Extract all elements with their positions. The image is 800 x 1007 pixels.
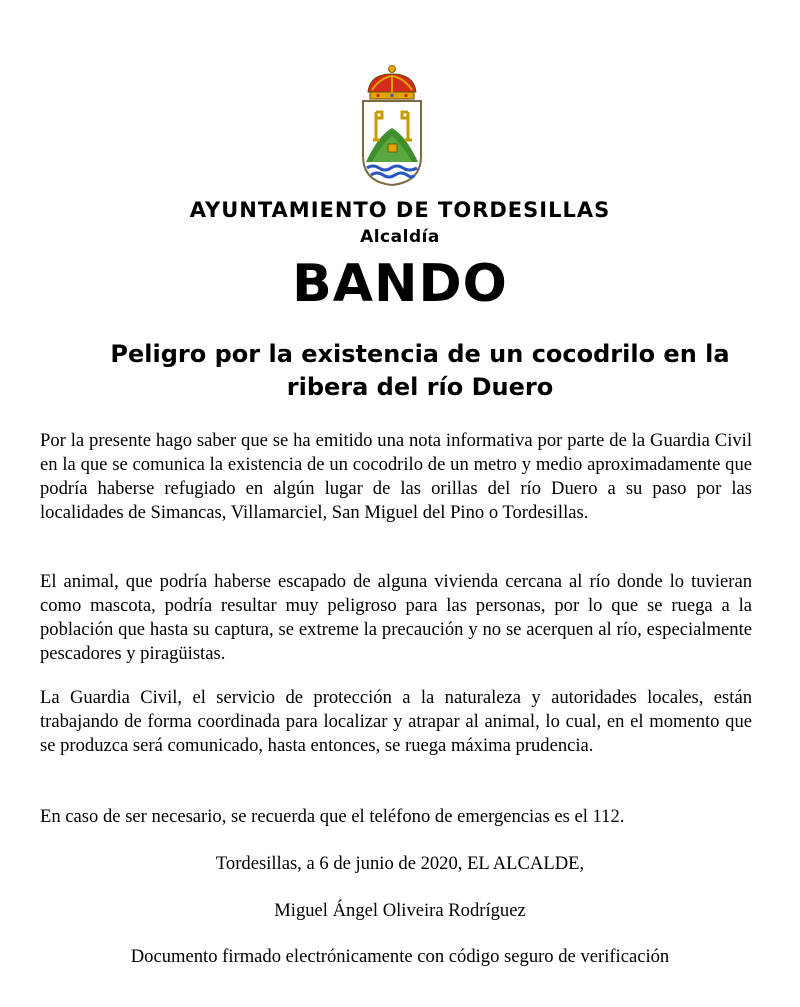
paragraph-coordination: La Guardia Civil, el servicio de protección a la naturaleza y autoridades locales, están trabajando de forma coordinada para localizar y atrapar al animal, lo cual, en el momento que se produzca será comunicado, hasta entonces, se ruega máxima prudencia. [40,687,752,756]
subject-line-2: ribera del río Duero [286,373,554,401]
subject-line-1: Peligro por la existencia de un cocodrilo en la [110,340,730,368]
signer-name: Miguel Ángel Oliveira Rodríguez [274,900,526,921]
paragraph-warning: El animal, que podría haberse escapado de alguna vivienda cercana al río donde lo tuvieran como mascota, podría resultar muy peligroso para las personas, por lo que se ruega a la población que hasta su captura, se extreme la precaución y no se acerquen al río, especialmente pescadores y piragüistas. [40,571,752,664]
place-date-line: Tordesillas, a 6 de junio de 2020, EL ALCALDE, [215,853,585,874]
e-signature-note: Documento firmado electrónicamente con código seguro de verificación [130,946,670,967]
department-name: Alcaldía [360,227,440,247]
subject-heading [50,338,790,404]
coat-of-arms-icon [358,64,426,188]
document-type-title: BANDO [292,254,508,314]
organization-name: AYUNTAMIENTO DE TORDESILLAS [189,198,611,222]
paragraph-notice: Por la presente hago saber que se ha emitido una nota informativa por parte de la Guardia Civil en la que se comunica la existencia de un cocodrilo de un metro y medio aproximadamente que podría haberse refugiado en algún lugar de las orillas del río Duero a su paso por las localidades de Simancas, Villamarciel, San Miguel del Pino o Tordesillas. [40,430,752,523]
paragraph-emergency: En caso de ser necesario, se recuerda que el teléfono de emergencias es el 112. [40,806,625,827]
